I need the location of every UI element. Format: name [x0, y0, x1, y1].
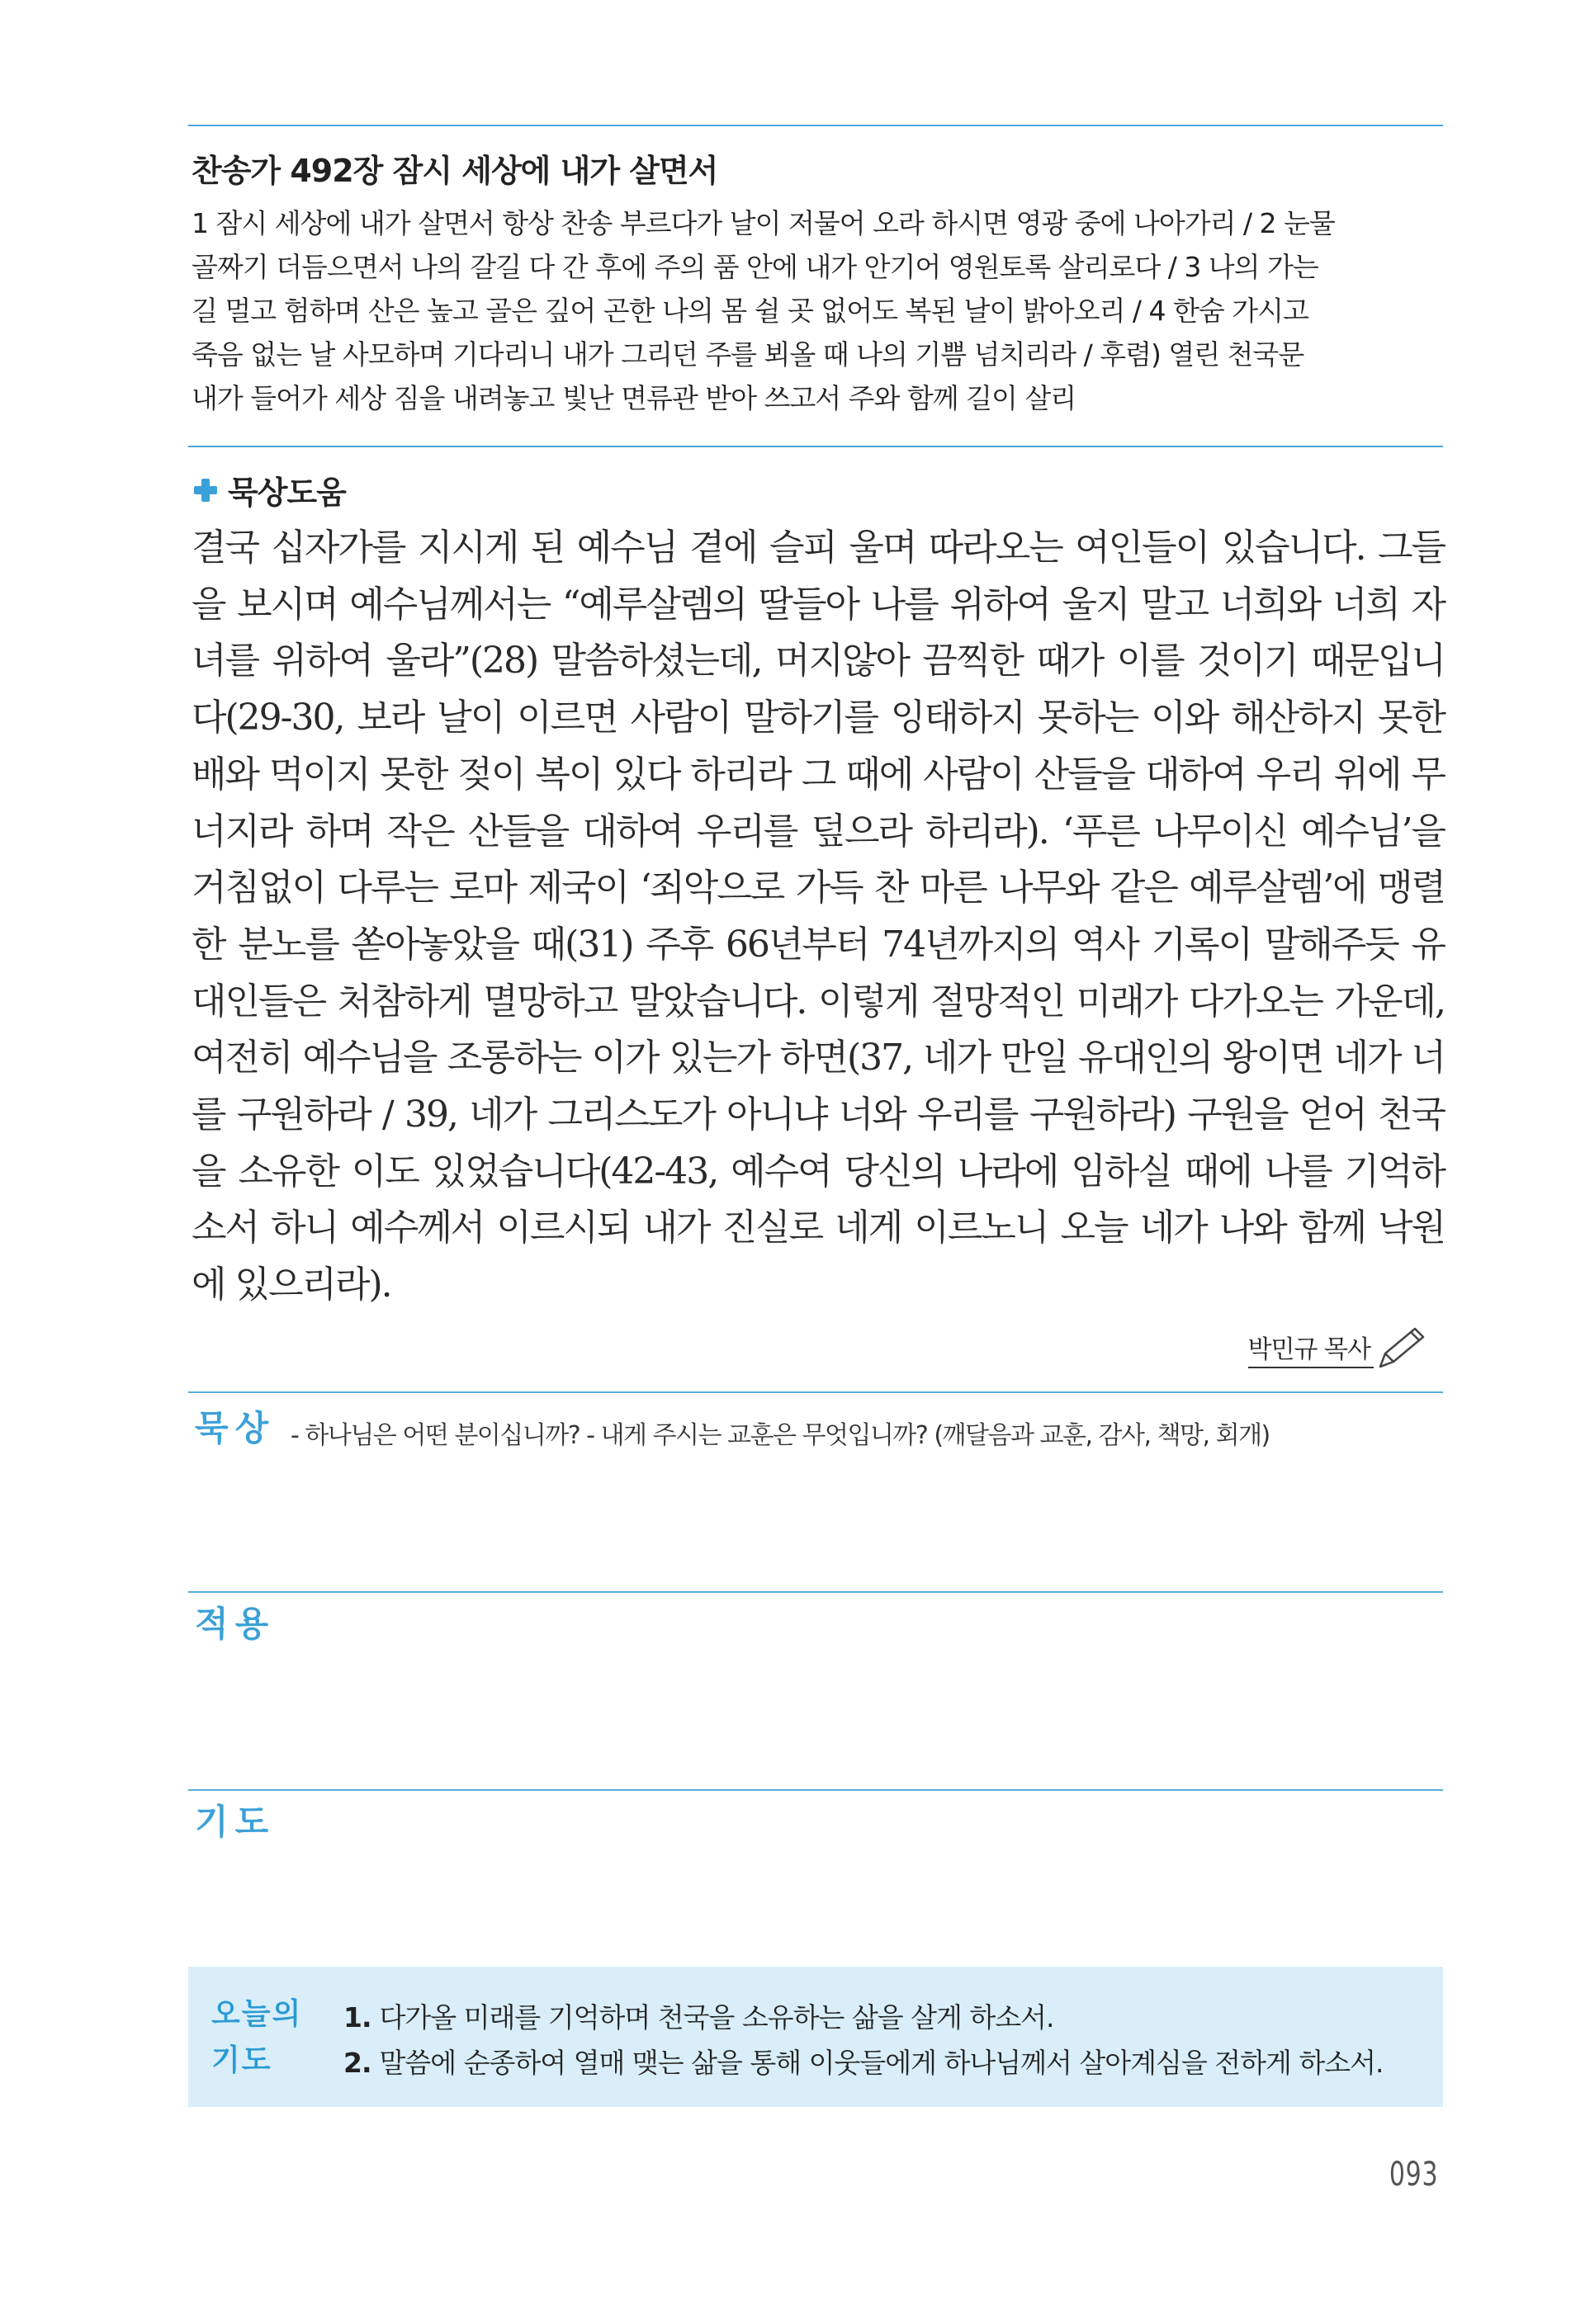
meditation-help-header [192, 467, 346, 513]
prayer-item [343, 1995, 1384, 2040]
page-number: 093 [1389, 2156, 1438, 2194]
meditation-label: 묵상 [195, 1408, 276, 1448]
hymn-line: 1 잠시 세상에 내가 살면서 항상 찬송 부르다가 날이 저물어 오라 하시면 영광 중에 나아가리 / 2 눈물 [192, 206, 1335, 239]
hymn-line: 죽음 없는 날 사모하며 기다리니 내가 그리던 주를 뵈올 때 나의 기쁨 넘치리라 / 후렴) 열린 천국문 [192, 338, 1304, 371]
hymn-line: 골짜기 더듬으면서 나의 갈길 다 간 후에 주의 품 안에 내가 안기어 영원토록 살리로다 / 3 나의 가는 [192, 250, 1318, 283]
pencil-icon [1374, 1324, 1431, 1373]
todays-prayer-label-line1: 오늘의 [211, 1997, 303, 2031]
hymn-block [192, 152, 1442, 420]
meditation-help-text: 결국 십자가를 지시게 된 예수님 곁에 슬피 울며 따라오는 여인들이 있습니다. 그들을 보시며 예수님께서는 “예루살렘의 딸들아 나를 위하여 울지 말고 너희와 너희 자녀를 위하여 울라”(28) 말씀하셨는데, 머지않아 끔찍한 때가 이를 것이기 때문입니다(29-30, 보라 날이 이르면 사람이 말하기를 잉태하지 못하는 이와 해산하지 못한 배와 먹이지 못한 젖이 복이 있다 하리라 그 때에 사람이 산들을 대하여 우리 위에 무너지라 하며 작은 산들을 대하여 우리를 덮으라 하리라). ‘푸른 나무이신 예수님’을 거침없이 다루는 로마 제국이 ‘죄악으로 가득 찬 마른 나무와 같은 예루살렘’에 맹렬한 분노를 쏟아놓았을 때(31) 주후 66년부터 74년까지의 역사 기록이 말해주듯 유대인들은 처참하게 멸망하고 말았습니다. 이렇게 절망적인 미래가 다가오는 가운데, 여전히 예수님을 조롱하는 이가 있는가 하면(37, 네가 만일 유대인의 왕이면 네가 너를 구원하라 / 39, 네가 그리스도가 아니냐 너와 우리를 구원하라) 구원을 얻어 천국을 소유한 이도 있었습니다(42-43, 예수여 당신의 나라에 임하실 때에 나를 기억하소서 하니 예수께서 이르시되 내가 진실로 네게 이르노니 오늘 네가 나와 함께 낙원에 있으리라). [192, 527, 1445, 1306]
prayer-label: 기도 [195, 1802, 276, 1842]
prayer-divider [188, 1789, 1443, 1791]
todays-prayer-box [188, 1967, 1443, 2107]
prayer-item-number: 2. [343, 2047, 371, 2079]
meditation-prompt: - 하나님은 어떤 분이십니까? - 내게 주시는 교훈은 무엇입니까? (깨달음과 교훈, 감사, 책망, 회개) [291, 1421, 1270, 1450]
author-signature [1248, 1324, 1431, 1368]
todays-prayer-label [211, 1991, 302, 2084]
todays-prayer-list [343, 1995, 1384, 2085]
prayer-item-number: 1. [343, 2001, 371, 2034]
hymn-lyrics [192, 201, 1442, 420]
hymn-title: 찬송가 492장 잠시 세상에 내가 살면서 [192, 153, 718, 189]
todays-prayer-label-line2: 기도 [211, 2043, 272, 2077]
meditation-divider [188, 1391, 1443, 1393]
prayer-item [343, 2040, 1384, 2085]
application-divider [188, 1591, 1443, 1593]
hymn-divider [188, 446, 1443, 447]
hymn-line: 내가 들어가 세상 짐을 내려놓고 빛난 면류관 받아 쓰고서 주와 함께 길이 살리 [192, 381, 1076, 414]
application-label: 적용 [195, 1604, 276, 1644]
hymn-line: 길 멀고 험하며 산은 높고 골은 깊어 곤한 나의 몸 쉴 곳 없어도 복된 날이 밝아오리 / 4 한숨 가시고 [192, 294, 1308, 327]
prayer-item-text: 다가올 미래를 기억하며 천국을 소유하는 삶을 살게 하소서. [379, 2001, 1054, 2034]
prayer-item-text: 말씀에 순종하여 열매 맺는 삶을 통해 이웃들에게 하나님께서 살아계심을 전하게 하소서. [379, 2047, 1384, 2079]
plus-icon [192, 476, 220, 504]
meditation-help-title: 묵상도움 [228, 475, 346, 511]
top-divider [188, 125, 1443, 126]
author-name: 박민규 목사 [1248, 1334, 1374, 1368]
